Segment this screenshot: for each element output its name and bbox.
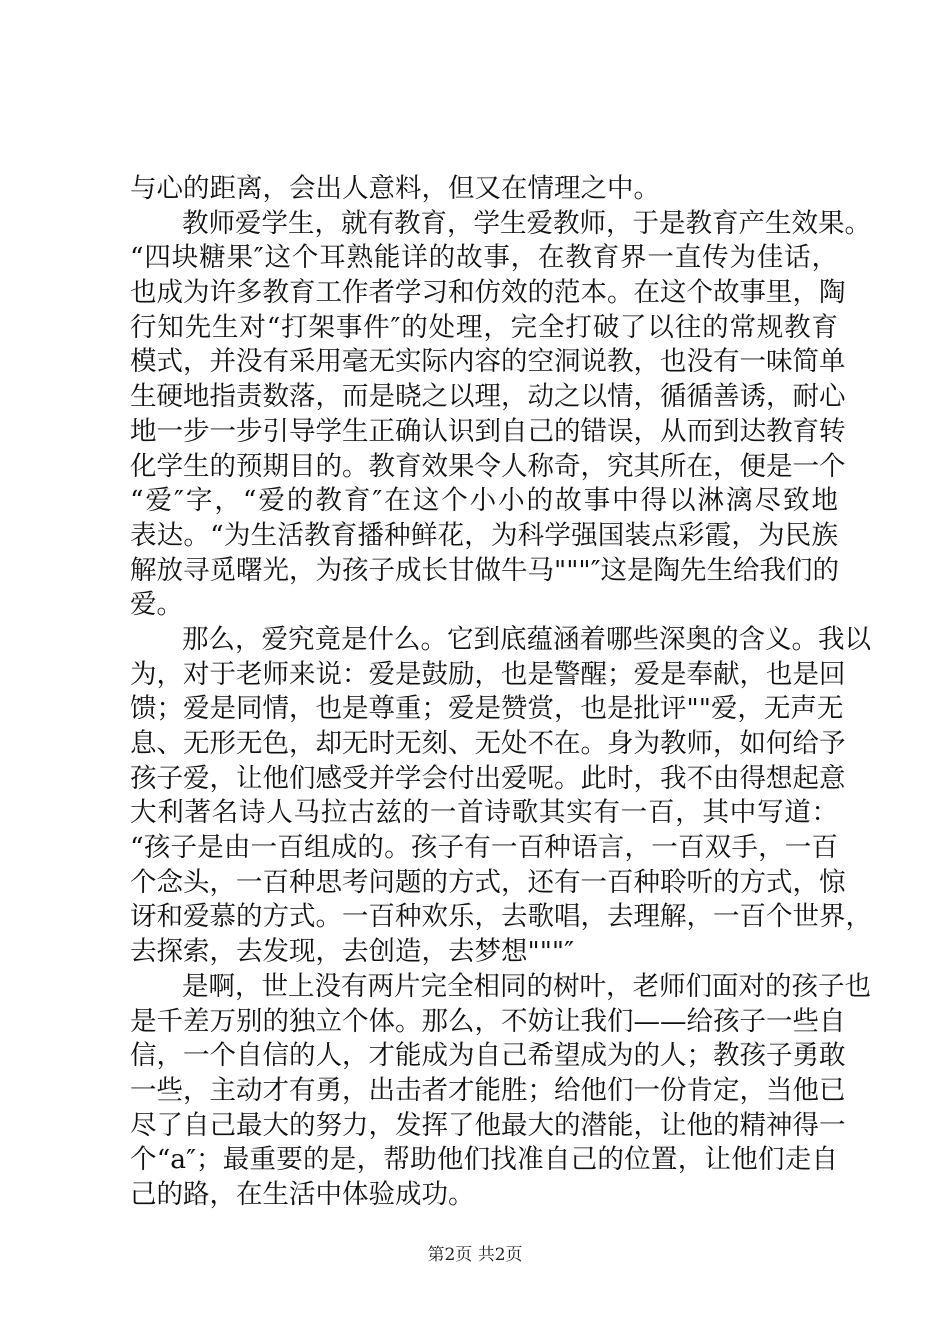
text-line: 个“a″；最重要的是，帮助他们找准自己的位置，让他们走自: [130, 1144, 838, 1176]
text-line: 爱。: [130, 589, 183, 621]
text-line: 大利著名诗人马拉古兹的一首诗歌其实有一百，其中写道：: [130, 797, 838, 829]
text-line: 息、无形无色，却无时无刻、无处不在。身为教师，如何给予: [130, 728, 846, 759]
text-line: 解放寻觅曙光，为孩子成长甘做牛马"""″这是陶先生给我们的: [130, 554, 839, 586]
text-line: 为，对于老师来说：爱是鼓励，也是警醒；爱是奉献，也是回: [130, 658, 846, 690]
text-line: 信，一个自信的人，才能成为自己希望成为的人；教孩子勇敢: [130, 1040, 846, 1072]
paragraph: [130, 172, 838, 207]
text-line: “爱″字，“爱的教育″在这个小小的故事中得以淋漓尽致地: [130, 485, 838, 517]
text-line: 去探索，去发现，去创造，去梦想"""″: [130, 936, 574, 968]
text-line: 一些，主动才有勇，出击者才能胜；给他们一份肯定，当他已: [130, 1074, 846, 1106]
text-line: 表达。“为生活教育播种鲜花，为科学强国装点彩霞，为民族: [130, 519, 838, 551]
text-line: “孩子是由一百组成的。孩子有一百种语言，一百双手，一百: [130, 832, 838, 864]
paragraph: [130, 970, 871, 1213]
text-line: “四块糖果″这个耳熟能详的故事，在教育界一直传为佳话，: [130, 242, 838, 274]
text-line: 地一步一步引导学生正确认识到自己的错误，从而到达教育转: [130, 415, 846, 447]
text-line: 化学生的预期目的。教育效果令人称奇，究其所在，便是一个: [130, 450, 846, 482]
text-line: 孩子爱，让他们感受并学会付出爱呢。此时，我不由得想起意: [130, 762, 846, 794]
text-line: 那么，爱究竟是什么。它到底蕴涵着哪些深奥的含义。我以: [182, 623, 871, 655]
text-line: 模式，并没有采用毫无实际内容的空洞说教，也没有一味简单: [130, 346, 846, 378]
text-line: 生硬地指责数落，而是晓之以理，动之以情，循循善诱，耐心: [130, 381, 846, 413]
document-body: [130, 172, 872, 1213]
text-line: 馈；爱是同情，也是尊重；爱是赞赏，也是批评""爱，无声无: [130, 693, 844, 725]
text-line: 讶和爱慕的方式。一百种欢乐，去歌唱，去理解，一百个世界，: [130, 901, 872, 933]
text-line: 个念头，一百种思考问题的方式，还有一百种聆听的方式，惊: [130, 866, 846, 898]
text-line: 教师爱学生，就有教育，学生爱教师，于是教育产生效果。: [182, 207, 871, 239]
paragraph: [130, 207, 871, 623]
text-line: 尽了自己最大的努力，发挥了他最大的潜能，让他的精神得一: [130, 1109, 846, 1141]
paragraph: [130, 623, 872, 970]
text-line: 是千差万别的独立个体。那么，不妨让我们——给孩子一些自: [130, 1005, 846, 1037]
page-number: 第2页 共2页: [427, 1245, 523, 1265]
text-line: 行知先生对“打架事件″的处理，完全打破了以往的常规教育: [130, 311, 838, 343]
text-line: 己的路，在生活中体验成功。: [130, 1178, 475, 1210]
text-line: 与心的距离，会出人意料，但又在情理之中。: [130, 173, 660, 204]
text-line: 也成为许多教育工作者学习和仿效的范本。在这个故事里，陶: [130, 277, 846, 309]
text-line: 是啊，世上没有两片完全相同的树叶，老师们面对的孩子也: [182, 970, 871, 1002]
